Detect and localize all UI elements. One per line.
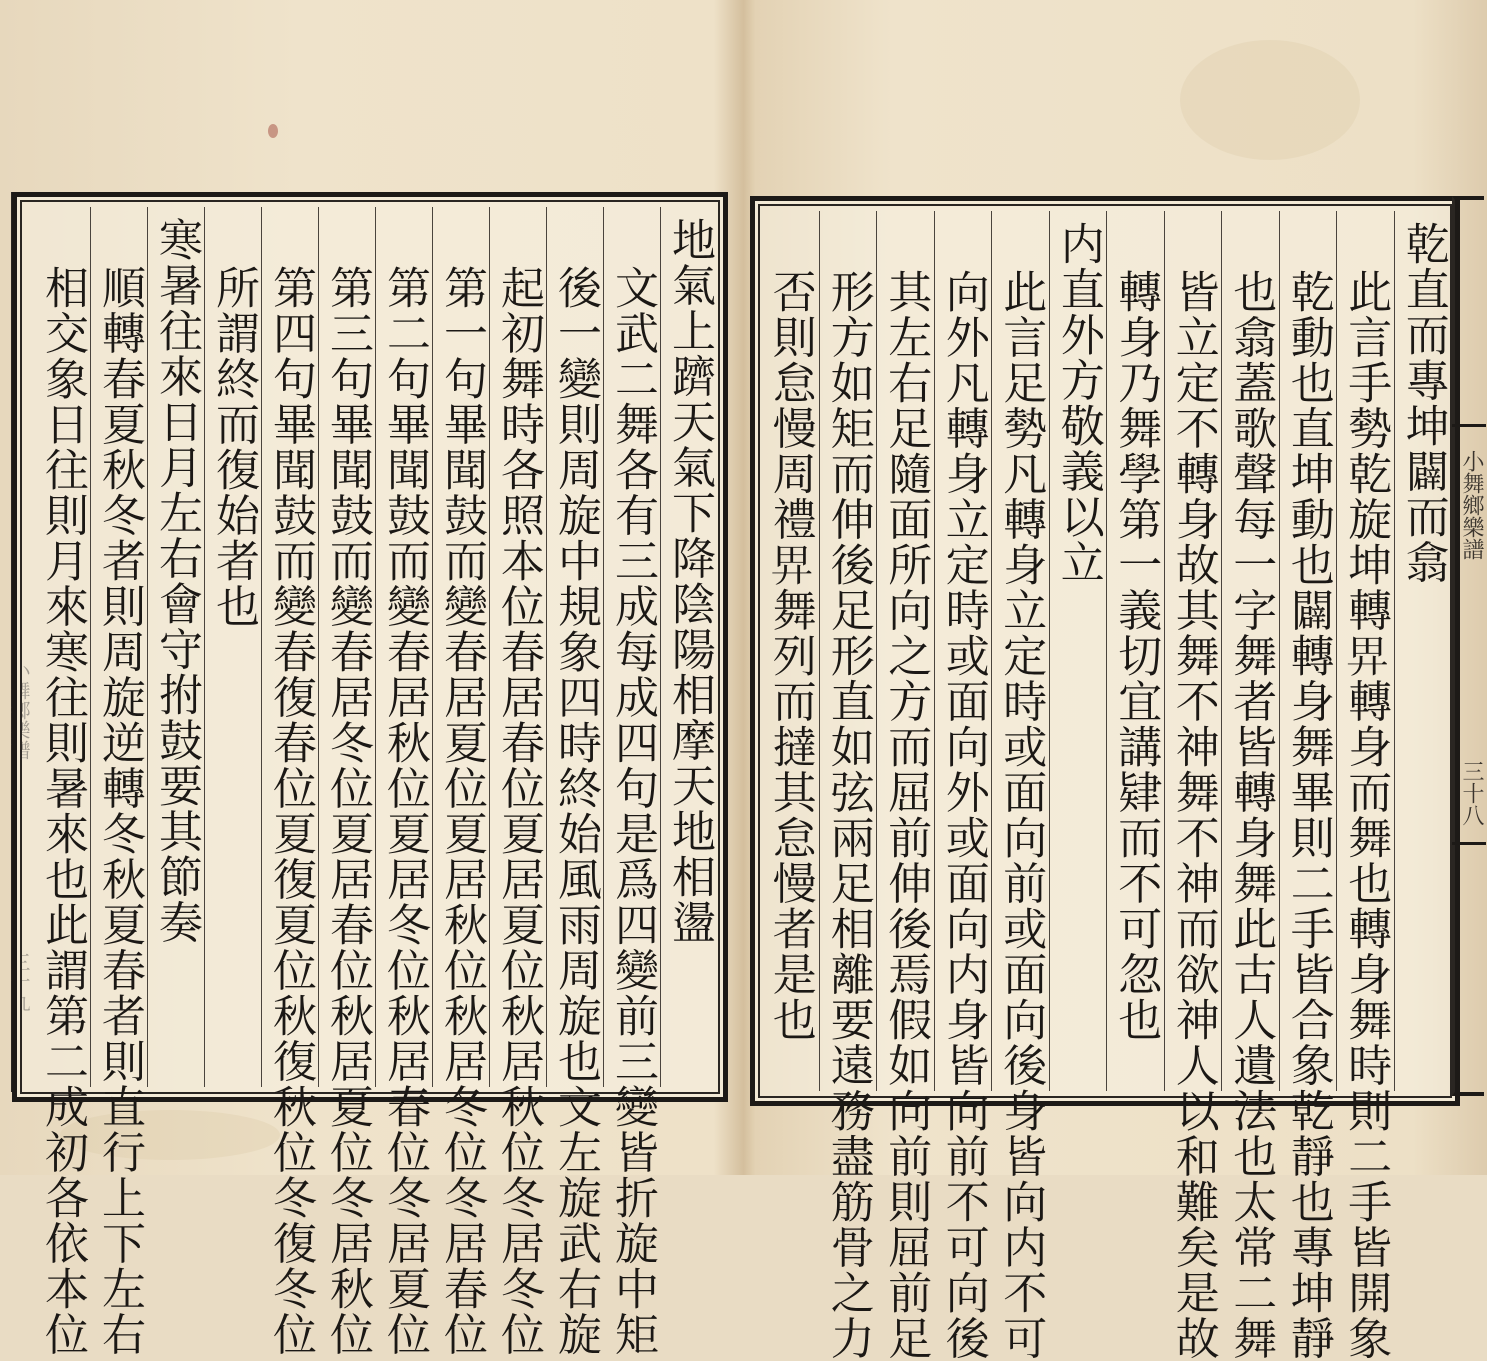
commentary-text: 此言手勢乾旋坤轉𢌿轉身而舞也轉身舞時則二手皆開象 <box>1340 269 1392 1361</box>
commentary-text: 乾動也直坤動也闢轉身舞畢則二手皆合象乾靜也專坤靜 <box>1282 269 1334 1361</box>
left-page <box>0 0 740 1357</box>
commentary-text: 也翕蓋歌聲每一字舞者皆轉身舞此古人遺法也太常二舞 <box>1225 269 1277 1361</box>
verse-heading: 地氣上躋天氣下降陰陽相摩天地相盪 <box>664 217 715 945</box>
text-column <box>90 207 147 1357</box>
commentary-text: 其左右足隨面所向之方而屈前伸後焉假如向前則屈前足 <box>880 269 932 1361</box>
verse-heading: 乾直而專坤闢而翕 <box>1397 221 1449 585</box>
commentary-text: 此言足勢凡轉身立定時或面向前或面向後身皆向内不可 <box>995 269 1047 1361</box>
text-frame <box>12 192 728 1357</box>
text-column <box>261 207 318 1357</box>
text-column <box>34 207 90 1357</box>
commentary-text: 後一變則周旋中規象四時終始風雨周旋也文左旋武右旋 <box>550 265 601 1357</box>
text-column <box>147 207 204 1087</box>
text-column <box>1049 211 1107 1091</box>
commentary-text: 向外凡轉身立定時或面向外或面向内身皆向前不可向後 <box>937 269 989 1361</box>
right-page <box>740 0 1487 1361</box>
text-column <box>991 211 1049 1361</box>
text-column <box>1394 211 1452 1091</box>
verse-heading: 内直外方敬義以立 <box>1052 221 1104 585</box>
verse-heading: 寒暑往來日月左右會守拊鼓要其節奏 <box>151 217 202 945</box>
text-column <box>876 211 934 1361</box>
text-column <box>375 207 432 1357</box>
right-fold-strip <box>1452 196 1484 1096</box>
text-column <box>1164 211 1222 1361</box>
text-column <box>819 211 877 1361</box>
text-column <box>318 207 375 1357</box>
fold-title: 小舞鄉樂譜 <box>1459 450 1484 560</box>
text-column <box>1336 211 1394 1361</box>
text-column <box>1221 211 1279 1361</box>
text-column <box>603 207 660 1357</box>
commentary-text: 形方如矩而伸後足形直如弦兩足相離要遠務盡筋骨之力 <box>822 269 874 1361</box>
commentary-text: 所謂終而復始者也 <box>208 265 259 629</box>
commentary-text: 轉身乃舞學第一義切宜講肄而不可忽也 <box>1110 269 1162 1043</box>
text-frame <box>750 196 1460 1361</box>
text-column <box>489 207 546 1357</box>
fishtail-bottom <box>1452 828 1486 845</box>
text-column <box>1279 211 1337 1361</box>
commentary-text: 第二句畢聞鼓而變春居秋位夏居冬位秋居春位冬居夏位 <box>379 265 430 1357</box>
text-column <box>660 207 717 1087</box>
text-column <box>761 211 818 1091</box>
commentary-text: 否則怠慢周禮𢌿舞列而撻其怠慢者是也 <box>764 269 816 1043</box>
commentary-text: 第三句畢聞鼓而變春居冬位夏居春位秋居夏位冬居秋位 <box>322 265 373 1357</box>
commentary-text: 相交象日往則月來寒往則暑來也此謂第二成初各依本位 <box>37 265 88 1357</box>
text-columns <box>761 211 1451 1361</box>
commentary-text: 第四句畢聞鼓而變春復春位夏復夏位秋復秋位冬復冬位 <box>265 265 316 1357</box>
fishtail-top <box>1452 424 1486 441</box>
text-column <box>934 211 992 1361</box>
page-number: 三十八 <box>1459 760 1484 826</box>
text-column <box>204 207 261 1087</box>
text-column <box>546 207 603 1357</box>
commentary-text: 順轉春夏秋冬者則周旋逆轉冬秋夏春者則直行上下左右 <box>94 265 145 1357</box>
commentary-text: 第一句畢聞鼓而變春居夏位夏居秋位秋居冬位冬居春位 <box>436 265 487 1357</box>
commentary-text: 文武二舞各有三成每成四句是爲四變前三變皆折旋中矩 <box>607 265 658 1357</box>
text-column <box>1106 211 1164 1091</box>
text-columns <box>37 207 717 1357</box>
commentary-text: 皆立定不轉身故其舞不神舞不神而欲神人以和難矣是故 <box>1167 269 1219 1361</box>
text-column <box>432 207 489 1357</box>
commentary-text: 起初舞時各照本位春居春位夏居夏位秋居秋位冬居冬位 <box>493 265 544 1357</box>
